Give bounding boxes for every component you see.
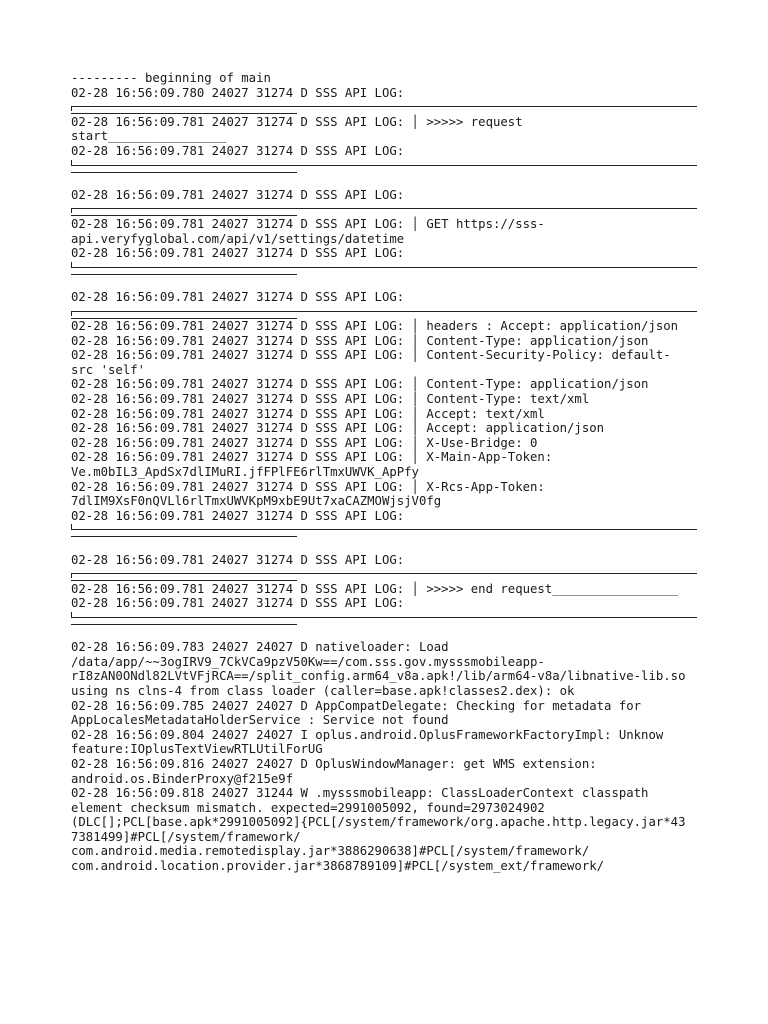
log-line: (DLC[];PCL[base.apk*2991005092]{PCL[/system/framework/org.apache.http.legacy.jar*43 bbox=[71, 815, 686, 830]
log-line: 02-28 16:56:09.781 24027 31274 D SSS API LOG: │ GET https://sss- bbox=[71, 216, 545, 231]
log-line: 02-28 16:56:09.785 24027 24027 D AppCompatDelegate: Checking for metadata for bbox=[71, 698, 642, 713]
border-long bbox=[71, 267, 697, 268]
log-line: /data/app/~~3ogIRV9_7CkVCa9pzV50Kw==/com.sss.gov.mysssmobileapp- bbox=[71, 654, 545, 669]
border-short bbox=[71, 580, 297, 581]
log-line: 02-28 16:56:09.781 24027 31274 D SSS API LOG: bbox=[71, 596, 405, 611]
border-tick bbox=[71, 573, 72, 578]
box-bottom-border bbox=[71, 159, 711, 174]
box-bottom-border bbox=[71, 261, 711, 276]
border-short bbox=[71, 215, 297, 216]
log-line: feature:IOplusTextViewRTLUtilForUG bbox=[71, 742, 323, 757]
log-line: start________________ bbox=[71, 129, 227, 144]
blank-line bbox=[71, 275, 711, 290]
border-long bbox=[71, 573, 697, 574]
log-line: com.android.location.provider.jar*3868789109]#PCL[/system_ext/framework/ bbox=[71, 859, 605, 874]
box-top-border bbox=[71, 100, 711, 115]
border-tick bbox=[71, 524, 72, 529]
log-line: 02-28 16:56:09.781 24027 31274 D SSS API LOG: bbox=[71, 143, 405, 158]
log-line: rI8zAN0ONdl82LVtVFjRCA==/split_config.arm64_v8a.apk!/lib/arm64-v8a/libnative-lib.so bbox=[71, 669, 686, 684]
log-line: 02-28 16:56:09.781 24027 31274 D SSS API LOG: │ Content-Security-Policy: default- bbox=[71, 348, 671, 363]
log-line: 02-28 16:56:09.804 24027 24027 I oplus.android.OplusFrameworkFactoryImpl: Unknow bbox=[71, 727, 664, 742]
border-long bbox=[71, 311, 697, 312]
log-line: 7381499]#PCL[/system/framework/ bbox=[71, 829, 301, 844]
border-long bbox=[71, 617, 697, 618]
log-line: 02-28 16:56:09.781 24027 31274 D SSS API LOG: bbox=[71, 552, 405, 567]
log-line: 02-28 16:56:09.781 24027 31274 D SSS API LOG: bbox=[71, 289, 405, 304]
border-short bbox=[71, 274, 297, 275]
border-long bbox=[71, 208, 697, 209]
log-line: 02-28 16:56:09.781 24027 31274 D SSS API LOG: │ headers : Accept: application/json bbox=[71, 319, 679, 334]
border-short bbox=[71, 113, 297, 114]
border-short bbox=[71, 172, 297, 173]
border-short bbox=[71, 318, 297, 319]
border-tick bbox=[71, 311, 72, 316]
log-line: 02-28 16:56:09.816 24027 24027 D OplusWindowManager: get WMS extension: bbox=[71, 756, 597, 771]
log-line: 02-28 16:56:09.781 24027 31274 D SSS API LOG: │ >>>>> end request_________________ bbox=[71, 581, 679, 596]
border-short bbox=[71, 624, 297, 625]
border-short bbox=[71, 536, 297, 537]
log-document bbox=[71, 71, 711, 874]
log-line: using ns clns-4 from class loader (caller=base.apk!classes2.dex): ok bbox=[71, 683, 575, 698]
log-line: com.android.media.remotedisplay.jar*3886290638]#PCL[/system/framework/ bbox=[71, 844, 590, 859]
log-line: api.veryfyglobal.com/api/v1/settings/datetime bbox=[71, 231, 405, 246]
log-line: 02-28 16:56:09.818 24027 31244 W .mysssmobileapp: ClassLoaderContext classpath bbox=[71, 786, 649, 801]
border-tick bbox=[71, 106, 72, 111]
box-top-border bbox=[71, 567, 711, 582]
border-long bbox=[71, 529, 697, 530]
border-tick bbox=[71, 208, 72, 213]
log-line: Ve.m0bIL3_ApdSx7dlIMuRI.jfFPlFE6rlTmxUWVK_ApPfy bbox=[71, 465, 419, 480]
log-line: 02-28 16:56:09.783 24027 24027 D nativeloader: Load bbox=[71, 640, 449, 655]
log-line: 02-28 16:56:09.781 24027 31274 D SSS API LOG: │ Content-Type: text/xml bbox=[71, 392, 590, 407]
border-tick bbox=[71, 612, 72, 617]
border-tick bbox=[71, 160, 72, 165]
log-line: 02-28 16:56:09.781 24027 31274 D SSS API LOG: │ >>>>> request bbox=[71, 114, 523, 129]
border-tick bbox=[71, 262, 72, 267]
log-line: 02-28 16:56:09.781 24027 31274 D SSS API LOG: │ Accept: text/xml bbox=[71, 406, 545, 421]
log-line: element checksum mismatch. expected=2991005092, found=2973024902 bbox=[71, 800, 545, 815]
log-line: src 'self' bbox=[71, 362, 146, 377]
blank-line bbox=[71, 626, 711, 641]
border-long bbox=[71, 165, 697, 166]
log-line: 7dlIM9XsF0nQVLl6rlTmxUWVKpM9xbE9Ut7xaCAZMOWjsjV0fg bbox=[71, 494, 442, 509]
log-line: AppLocalesMetadataHolderService : Service not found bbox=[71, 713, 449, 728]
log-line: 02-28 16:56:09.781 24027 31274 D SSS API LOG: │ Content-Type: application/json bbox=[71, 333, 649, 348]
log-line: 02-28 16:56:09.781 24027 31274 D SSS API LOG: │ Accept: application/json bbox=[71, 421, 605, 436]
log-line: --------- beginning of main bbox=[71, 71, 271, 85]
box-top-border bbox=[71, 305, 711, 320]
border-long bbox=[71, 106, 697, 107]
log-line: 02-28 16:56:09.781 24027 31274 D SSS API LOG: bbox=[71, 246, 405, 261]
blank-line bbox=[71, 173, 711, 188]
blank-line bbox=[71, 538, 711, 553]
log-line: android.os.BinderProxy@f215e9f bbox=[71, 771, 294, 786]
log-line: 02-28 16:56:09.781 24027 31274 D SSS API LOG: │ X-Use-Bridge: 0 bbox=[71, 435, 538, 450]
log-line: 02-28 16:56:09.781 24027 31274 D SSS API LOG: bbox=[71, 187, 405, 202]
box-top-border bbox=[71, 202, 711, 217]
box-bottom-border bbox=[71, 611, 711, 626]
log-line: 02-28 16:56:09.781 24027 31274 D SSS API LOG: │ X-Rcs-App-Token: bbox=[71, 479, 545, 494]
box-bottom-border bbox=[71, 523, 711, 538]
log-line: 02-28 16:56:09.781 24027 31274 D SSS API LOG: │ Content-Type: application/json bbox=[71, 377, 649, 392]
log-line: 02-28 16:56:09.781 24027 31274 D SSS API LOG: │ X-Main-App-Token: bbox=[71, 450, 553, 465]
log-line: 02-28 16:56:09.781 24027 31274 D SSS API LOG: bbox=[71, 508, 405, 523]
log-line: 02-28 16:56:09.780 24027 31274 D SSS API LOG: bbox=[71, 85, 405, 100]
